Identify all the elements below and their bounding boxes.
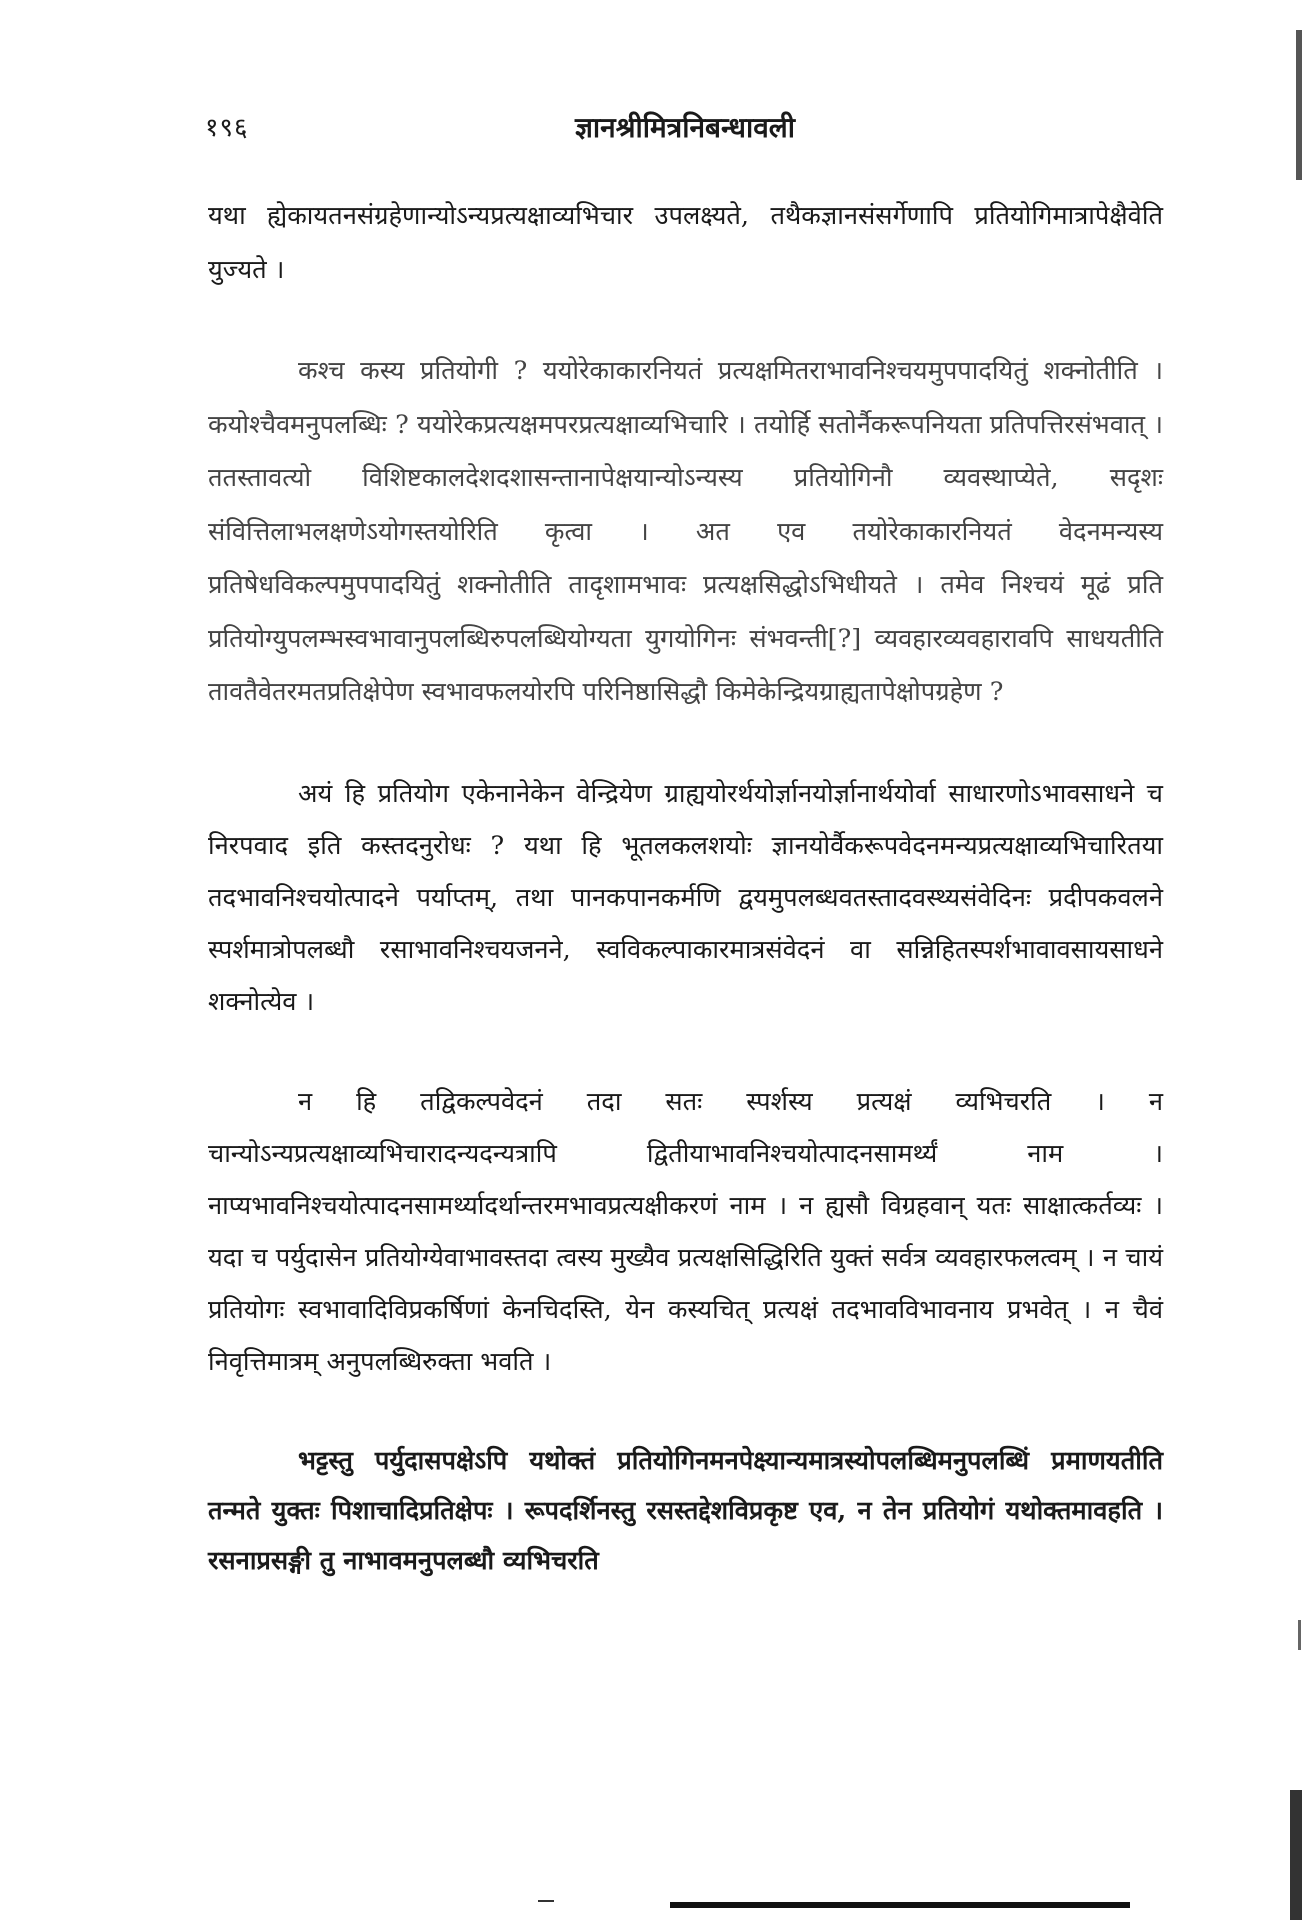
paragraph-3: अयं हि प्रतियोग एकेनानेकेन वेन्द्रियेण ग्राह्ययोरर्थयोर्ज्ञानयोर्ज्ञानार्थयोर्वा साधारणोऽभावसाधने च निरपवाद इति कस्तदनुरोधः ? यथा हि भूतलकलशयोः ज्ञानयोर्वैकरूपवेदनमन्यप्रत्यक्षाव्यभिचारितया तदभावनिश्चयोत्पादने पर्याप्तम्, तथा पानकपानकर्मणि द्वयमुपलब्धवतस्तादवस्थ्यसंवेदिनः प्रदीपकवलने स्पर्शमात्रोपलब्धौ रसाभावनिश्चयजनने, स्वविकल्पाकारमात्रसंवेदनं वा सन्निहितस्पर्शभावावसायसाधने शक्नोत्येव । — [208, 778, 1163, 1017]
paragraph-5: भट्टस्तु पर्युदासपक्षेऽपि यथोक्तं प्रतियोगिनमनपेक्ष्यान्यमात्रस्योपलब्धिमनुपलब्धिं प्रमाणयतीति तन्मते युक्तः पिशाचादिप्रतिक्षेपः । रूपदर्शिनस्तु रसस्तद्देशविप्रकृष्ट एव, न तेन प्रतियोगं यथोक्तमावहति । रसनाप्रसङ्गी तु नाभावमनुपलब्धौ व्यभिचरति — [208, 1445, 1163, 1576]
paragraph-4: न हि तद्विकल्पवेदनं तदा सतः स्पर्शस्य प्रत्यक्षं व्यभिचरति । न चान्योऽन्यप्रत्यक्षाव्यभिचारादन्यदन्यत्रापि द्वितीयाभावनिश्चयोत्पादनसामर्थ्यं नाम । नाप्यभावनिश्चयोत्पादनसामर्थ्यादर्थान्तरमभावप्रत्यक्षीकरणं नाम । न ह्यसौ विग्रहवान् यतः साक्षात्कर्तव्यः । यदा च पर्युदासेन प्रतियोग्येवाभावस्तदा त्वस्य मुख्यैव प्रत्यक्षसिद्धिरिति युक्तं सर्वत्र व्यवहारफलत्वम् । न चायं प्रतियोगः स्वभावादिविप्रकर्षिणां केनचिदस्ति, येन कस्यचित् प्रत्यक्षं तदभावविभावनाय प्रभवेत् । न चैवं निवृत्तिमात्रम् अनुपलब्धिरुक्ता भवति । — [208, 1086, 1163, 1377]
scan-edge-mark-mid — [1298, 1620, 1301, 1650]
scan-edge-mark-bottom — [1290, 1790, 1302, 1920]
body-text — [208, 190, 1163, 1586]
footer-dash — [538, 1900, 554, 1902]
scan-edge-mark-top — [1296, 30, 1302, 180]
page-number: १९६ — [205, 113, 249, 143]
page-header — [205, 108, 1165, 148]
running-title: ज्ञानश्रीमित्रनिबन्धावली — [574, 111, 796, 144]
paragraph-2: कश्च कस्य प्रतियोगी ? ययोरेकाकारनियतं प्रत्यक्षमितराभावनिश्चयमुपपादयितुं शक्नोतीति । कयोश्चैवमनुपलब्धिः ? ययोरेकप्रत्यक्षमपरप्रत्यक्षाव्यभिचारि । तयोर्हि सतोर्नैकरूपनियता प्रतिपत्तिरसंभवात् । ततस्तावत्यो विशिष्टकालदेशदशासन्तानापेक्षयान्योऽन्यस्य प्रतियोगिनौ व्यवस्थाप्येते, सदृशः संवित्तिलाभलक्षणेऽयोगस्तयोरिति कृत्वा । अत एव तयोरेकाकारनियतं वेदनमन्यस्य प्रतिषेधविकल्पमुपपादयितुं शक्नोतीति तादृशामभावः प्रत्यक्षसिद्धोऽभिधीयते । तमेव निश्चयं मूढं प्रति प्रतियोग्युपलम्भस्वभावानुपलब्धिरुपलब्धियोग्यता युगयोगिनः संभवन्ती[?] व्यवहारव्यवहारावपि साधयतीति तावतैवेतरमतप्रतिक्षेपेण स्वभावफलयोरपि परिनिष्ठासिद्धौ किमेकेन्द्रियग्राह्यतापेक्षोपग्रहेण ? — [208, 356, 1163, 707]
footer-rule — [670, 1902, 1130, 1908]
paragraph-1: यथा ह्येकायतनसंग्रहेणान्योऽन्यप्रत्यक्षाव्यभिचार उपलक्ष्यते, तथैकज्ञानसंसर्गेणापि प्रतियोगिमात्रापेक्षैवेति युज्यते । — [208, 201, 1163, 285]
